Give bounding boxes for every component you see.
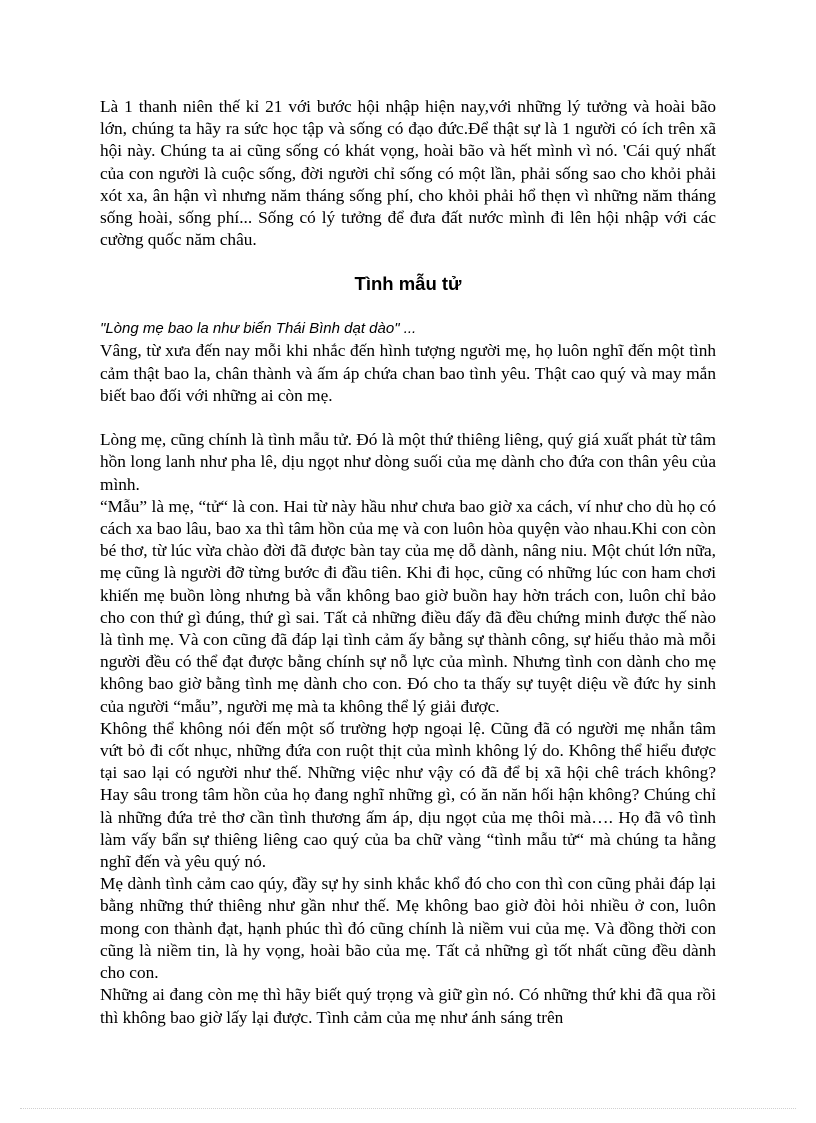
body-paragraph-6: Những ai đang còn mẹ thì hãy biết quý trọng và giữ gìn nó. Có những thứ khi đã qua rồi thì không bao giờ lấy lại được. Tình cảm của mẹ như ánh sáng trên	[100, 985, 716, 1027]
paragraph-spacer	[100, 407, 716, 429]
body-paragraph-5: Mẹ dành tình cảm cao qúy, đầy sự hy sinh khắc khổ đó cho con thì con cũng phải đáp lại bằng những thứ thiêng như gần như thế. Mẹ không bao giờ đòi hỏi nhiều ở con, luôn mong con thành đạt, hạnh phúc thì đó cũng chính là niềm vui của mẹ. Và đồng thời con cũng là niềm tin, là hy vọng, hoài bão của mẹ. Tất cả những gì tốt nhất cũng đều dành cho con.	[100, 874, 716, 983]
body-paragraph-4: Không thể không nói đến một số trường hợp ngoại lệ. Cũng đã có người mẹ nhẫn tâm vứt bỏ đi cốt nhục, những đứa con ruột thịt của mình không lý do. Không thể hiểu được tại sao lại có người như thế. Những việc như vậy có đã để bị xã hội chê trách không? Hay sâu trong tâm hồn của họ đang nghĩ những gì, có ăn năn hối hận không? Chúng chỉ là những đứa trẻ thơ cần tình thương ấm áp, dịu ngọt của mẹ thôi mà…. Họ đã vô tình làm vấy bẩn sự thiêng liêng cao quý của ba chữ vàng “tình mẫu tử“ mà chúng ta hằng nghĩ đến và yêu quý nó.	[100, 718, 716, 872]
body-paragraph-2: Lòng mẹ, cũng chính là tình mẫu tử. Đó là một thứ thiêng liêng, quý giá xuất phát từ tâm hồn long lanh như pha lê, dịu ngọt như dòng suối của mẹ dành cho đứa con thân yêu của mình.	[100, 430, 716, 494]
intro-paragraph: Là 1 thanh niên thế kỉ 21 với bước hội nhập hiện nay,với những lý tưởng và hoài bão lớn, chúng ta hãy ra sức học tập và sống có đạo đức.Để thật sự là 1 người có ích trên xã hội này. Chúng ta ai cũng sống có khát vọng, hoài bão và hết mình vì nó. 'Cái quý nhất của con người là cuộc sống, đời người chỉ sống có một lần, phải sống sao cho khỏi phải xót xa, ân hận vì nhưng năm tháng sống phí, cho khỏi phải hổ thẹn vì những năm tháng sống hoài, sống phí... Sống có lý tưởng để đưa đất nước mình đi lên hội nhập với các cường quốc năm châu.	[100, 97, 716, 250]
body-paragraph-3: “Mẫu” là mẹ, “tử“ là con. Hai từ này hầu như chưa bao giờ xa cách, ví như cho dù họ có cách xa bao lâu, bao xa thì tâm hồn của mẹ và con luôn hòa quyện vào nhau.Khi con còn bé thơ, từ lúc vừa chào đời đã được bàn tay của mẹ dỗ dành, nâng niu. Một chút lớn nữa, mẹ cũng là người đỡ từng bước đi đầu tiên. Khi đi học, cũng có những lúc con ham chơi khiến mẹ buồn lòng nhưng bà vẫn không bao giờ buồn hay hờn trách con, luôn chỉ bảo cho con thứ gì đúng, thứ gì sai. Tất cả những điều đấy đã đều chứng minh được thế nào là tình mẹ. Và con cũng đã đáp lại tình cảm ấy bằng sự thành công, sự hiếu thảo mà mỗi người đều có thể đạt được bằng chính sự nỗ lực của mình. Nhưng tình con dành cho mẹ không bao giờ bằng tình mẹ dành cho con. Đó cho ta thấy sự tuyệt diệu về đức hy sinh của người “mẫu”, người mẹ mà ta không thể lý giải được.	[100, 496, 716, 716]
document-body	[100, 96, 716, 1029]
section-heading: Tình mẫu tử	[354, 273, 462, 295]
page-bottom-divider	[20, 1108, 796, 1109]
opening-quote: "Lòng mẹ bao la như biển Thái Bình dạt dào" ...	[100, 320, 417, 338]
body-paragraph-1: Vâng, từ xưa đến nay mỗi khi nhắc đến hình tượng người mẹ, họ luôn nghĩ đến một tình cảm thật bao la, chân thành và ấm áp chứa chan bao tình yêu. Thật cao quý và may mắn biết bao đối với những ai còn mẹ.	[100, 341, 716, 405]
